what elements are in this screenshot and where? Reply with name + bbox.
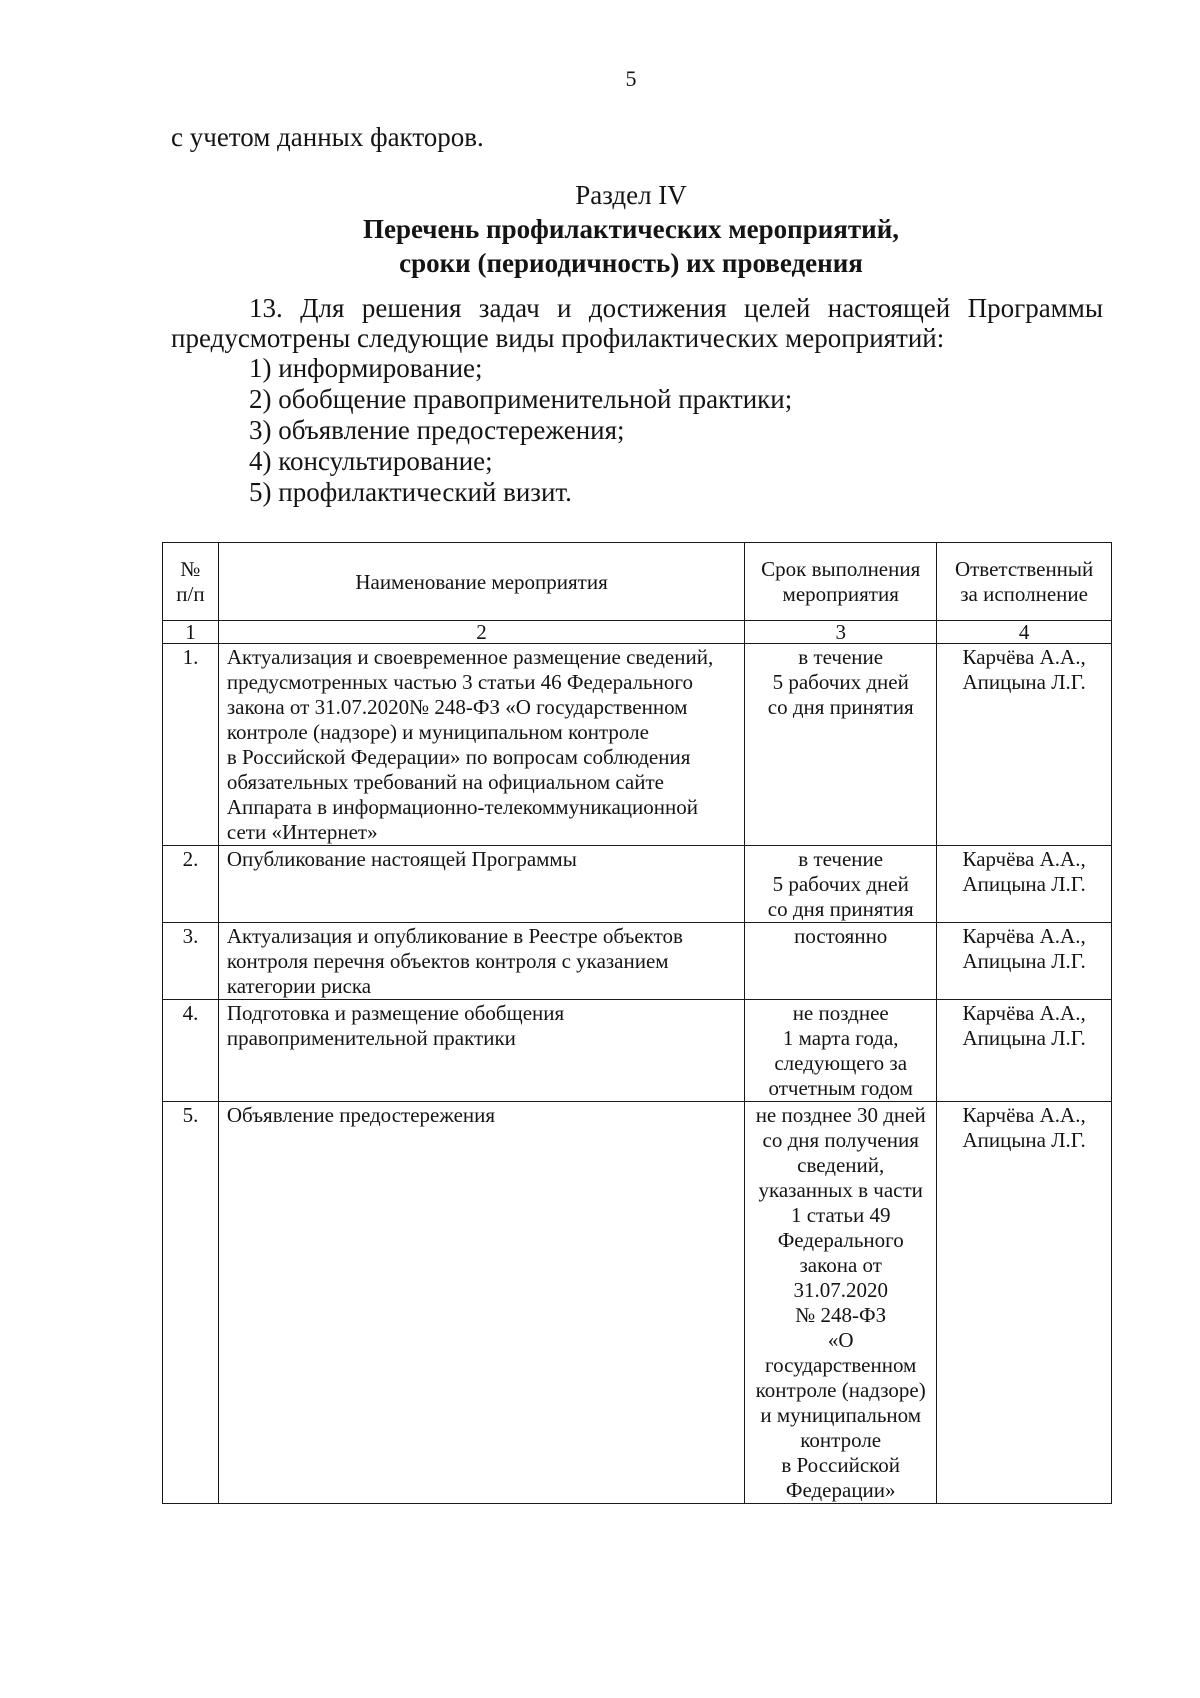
row-name: Опубликование настоящей Программы (218, 846, 744, 923)
carry-over-text: с учетом данных факторов. (171, 122, 484, 152)
row-term: постоянно (745, 923, 937, 1000)
section-title-line-2: сроки (периодичность) их проведения (399, 248, 863, 278)
row-num: 4. (163, 1000, 219, 1102)
table-header-row (163, 543, 1112, 621)
table-row (163, 644, 1112, 846)
list-item: 4) консультирование; (249, 446, 493, 476)
row-responsible: Карчёва А.А., Апицына Л.Г. (937, 1000, 1112, 1102)
row-term: не позднее 1 марта года, следующего за отчетным годом (745, 1000, 937, 1102)
measures-table (162, 542, 1112, 1504)
section-title-line-1: Перечень профилактических мероприятий, (362, 214, 900, 244)
header-num: № п/п (163, 543, 219, 621)
paragraph-13 (171, 293, 1103, 353)
row-responsible: Карчёва А.А., Апицына Л.Г. (937, 846, 1112, 923)
row-num: 1. (163, 644, 219, 846)
page-number: 5 (625, 66, 637, 91)
measures-list (249, 353, 792, 508)
row-term: в течение 5 рабочих дней со дня принятия (745, 644, 937, 846)
row-term: в течение 5 рабочих дней со дня принятия (745, 846, 937, 923)
table-row (163, 1000, 1112, 1102)
header-term: Срок выполнения мероприятия (745, 543, 937, 621)
row-num: 2. (163, 846, 219, 923)
row-responsible: Карчёва А.А., Апицына Л.Г. (937, 644, 1112, 846)
row-responsible: Карчёва А.А., Апицына Л.Г. (937, 1102, 1112, 1504)
row-term: не позднее 30 дней со дня получения сведений, указанных в части 1 статьи 49 Федерального закона от 31.07.2020 № 248-ФЗ «О государственном контроле (надзоре) и муниципальном контроле в Российской Федерации» (745, 1102, 937, 1504)
row-name: Актуализация и опубликование в Реестре объектов контроля перечня объектов контроля с указанием категории риска (218, 923, 744, 1000)
list-item: 2) обобщение правоприменительной практики; (249, 384, 793, 414)
column-number: 3 (745, 621, 937, 644)
paragraph-line-2: предусмотрены следующие виды профилактических мероприятий: (171, 323, 945, 353)
row-name: Подготовка и размещение обобщения правоприменительной практики (218, 1000, 744, 1102)
header-responsible: Ответственный за исполнение (937, 543, 1112, 621)
row-name: Объявление предостережения (218, 1102, 744, 1504)
list-item: 5) профилактический визит. (249, 477, 572, 507)
column-number: 4 (937, 621, 1112, 644)
section-heading (0, 178, 1200, 280)
header-name: Наименование мероприятия (218, 543, 744, 621)
table-row (163, 1102, 1112, 1504)
column-number: 2 (218, 621, 744, 644)
section-label: Раздел IV (575, 180, 687, 210)
list-item: 3) объявление предостережения; (249, 415, 625, 445)
table-row (163, 846, 1112, 923)
row-num: 5. (163, 1102, 219, 1504)
row-num: 3. (163, 923, 219, 1000)
row-name: Актуализация и своевременное размещение сведений, предусмотренных частью 3 статьи 46 Федерального закона от 31.07.2020№ 248-ФЗ «О государственном контроле (надзоре) и муниципальном контроле в Российской Федерации» по вопросам соблюдения обязательных требований на официальном сайте Аппарата в информационно-телекоммуникационной сети «Интернет» (218, 644, 744, 846)
column-number-row (163, 621, 1112, 644)
column-number: 1 (163, 621, 219, 644)
paragraph-line-1: 13. Для решения задач и достижения целей настоящей Программы (249, 293, 1103, 323)
row-responsible: Карчёва А.А., Апицына Л.Г. (937, 923, 1112, 1000)
list-item: 1) информирование; (249, 353, 483, 383)
table-row (163, 923, 1112, 1000)
